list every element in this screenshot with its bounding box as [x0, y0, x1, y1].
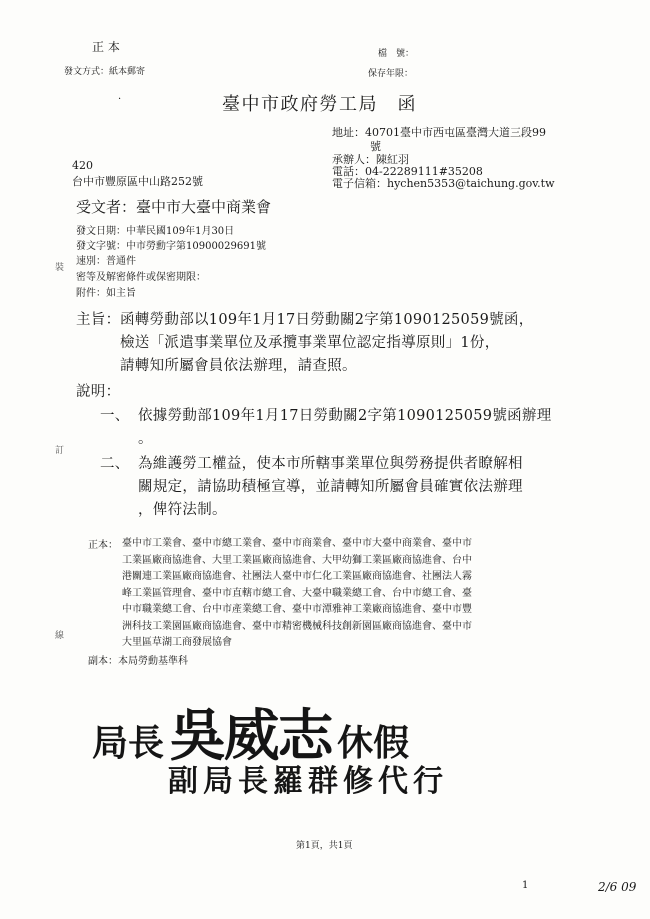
retention-label: 保存年限：: [368, 69, 414, 79]
binding-mark-xian: 線: [55, 631, 65, 641]
cc-line: 峰工業區管理會、臺中市直轄市總工會、大臺中職業總工會、台中市總工會、臺: [122, 587, 472, 599]
binding-mark-zhuang: 裝: [55, 263, 65, 273]
sender-address: 地址：40701臺中市西屯區臺灣大道三段99: [332, 126, 546, 139]
corner-number: 1: [522, 880, 529, 891]
security-class: 密等及解密條件或保密期限：: [76, 272, 206, 283]
cc-line: 大里區草湖工商發展協會: [122, 637, 232, 648]
document-title: 臺中市政府勞工局 函: [222, 94, 417, 115]
copy-type-label: 正 本: [92, 40, 120, 54]
cc-line: 中市職業總工會、台中市產業總工會、臺中市潭雅神工業廠商協進會、臺中市豐: [122, 604, 472, 615]
recipient-street: 台中市豐原區中山路252號: [72, 175, 203, 188]
postal-code: 420: [72, 159, 93, 172]
contact-phone: 電話：04-22289111#35208: [332, 165, 483, 178]
speed-class: 速別：普通件: [76, 256, 136, 267]
send-method: 發文方式：紙本郵寄: [64, 67, 146, 77]
contact-person: 承辦人：陳紅羽: [332, 153, 409, 166]
attachment: 附件：如主旨: [76, 288, 136, 299]
scan-speck-mark: ·: [118, 94, 122, 105]
explanation-label: 說明：: [76, 384, 121, 400]
file-number-label: 檔 號：: [378, 49, 415, 59]
seal-title: 局長: [92, 722, 165, 764]
explanation-item-1-line-1: 依據勞動部109年1月17日勞動關2字第1090125059號函辦理: [138, 408, 552, 424]
page-number: 第1頁，共1頁: [296, 841, 353, 851]
subject-line-1: 函轉勞動部以109年1月17日勞動關2字第1090125059號函，: [120, 312, 534, 328]
seal-name: 吳威志: [169, 703, 332, 769]
explanation-item-2-line-1: 為維護勞工權益，使本市所轄事業單位與勞務提供者瞭解相: [138, 456, 523, 472]
explanation-item-2-num: 二、: [100, 456, 130, 472]
seal-leave: 休假: [337, 722, 410, 764]
cc-recipient-list: [122, 536, 472, 652]
subject-line-3: 請轉知所屬會員依法辦理，請查照。: [120, 358, 357, 374]
explanation-item-1-num: 一、: [100, 408, 130, 424]
explanation-item-1-line-2: 。: [138, 431, 153, 447]
document-number: 發文字號：中市勞勳字第10900029691號: [76, 241, 266, 252]
corner-date-note: 2/6 09: [598, 880, 637, 894]
binding-mark-ding: 訂: [55, 446, 65, 456]
subject-label: 主旨：: [76, 312, 121, 328]
issue-date: 發文日期：中華民國109年1月30日: [76, 226, 235, 237]
sender-address-cont: 號: [370, 140, 381, 153]
copy-recipient: 副本：本局勞動基準科: [88, 656, 188, 667]
explanation-item-2-line-2: 關規定，請協助積極宣導，並請轉知所屬會員確實依法辦理: [138, 479, 523, 495]
cc-label: 正本：: [88, 540, 118, 551]
cc-line: 洲科技工業園區廠商協進會、臺中市精密機械科技創新園區廠商協進會、臺中市: [122, 620, 472, 632]
deputy-seal: 副局長羅群修代行: [168, 764, 448, 799]
recipient: 受文者：臺中市大臺中商業會: [76, 198, 272, 216]
explanation-item-2-line-3: ，俾符法制。: [138, 502, 227, 518]
cc-line: 港關連工業區廠商協進會、社團法人臺中市仁化工業區廠商協進會、社團法人霧: [122, 571, 472, 582]
cc-line: 臺中市工業會、臺中市總工業會、臺中市商業會、臺中市大臺中商業會、臺中市: [122, 538, 472, 549]
cc-line: 工業區廠商協進會、大里工業區廠商協進會、大甲幼獅工業區廠商協進會、台中: [122, 554, 472, 566]
subject-line-2: 檢送「派遣事業單位及承攬事業單位認定指導原則」1份，: [120, 335, 500, 351]
contact-email: 電子信箱：hychen5353@taichung.gov.tw: [332, 177, 555, 190]
